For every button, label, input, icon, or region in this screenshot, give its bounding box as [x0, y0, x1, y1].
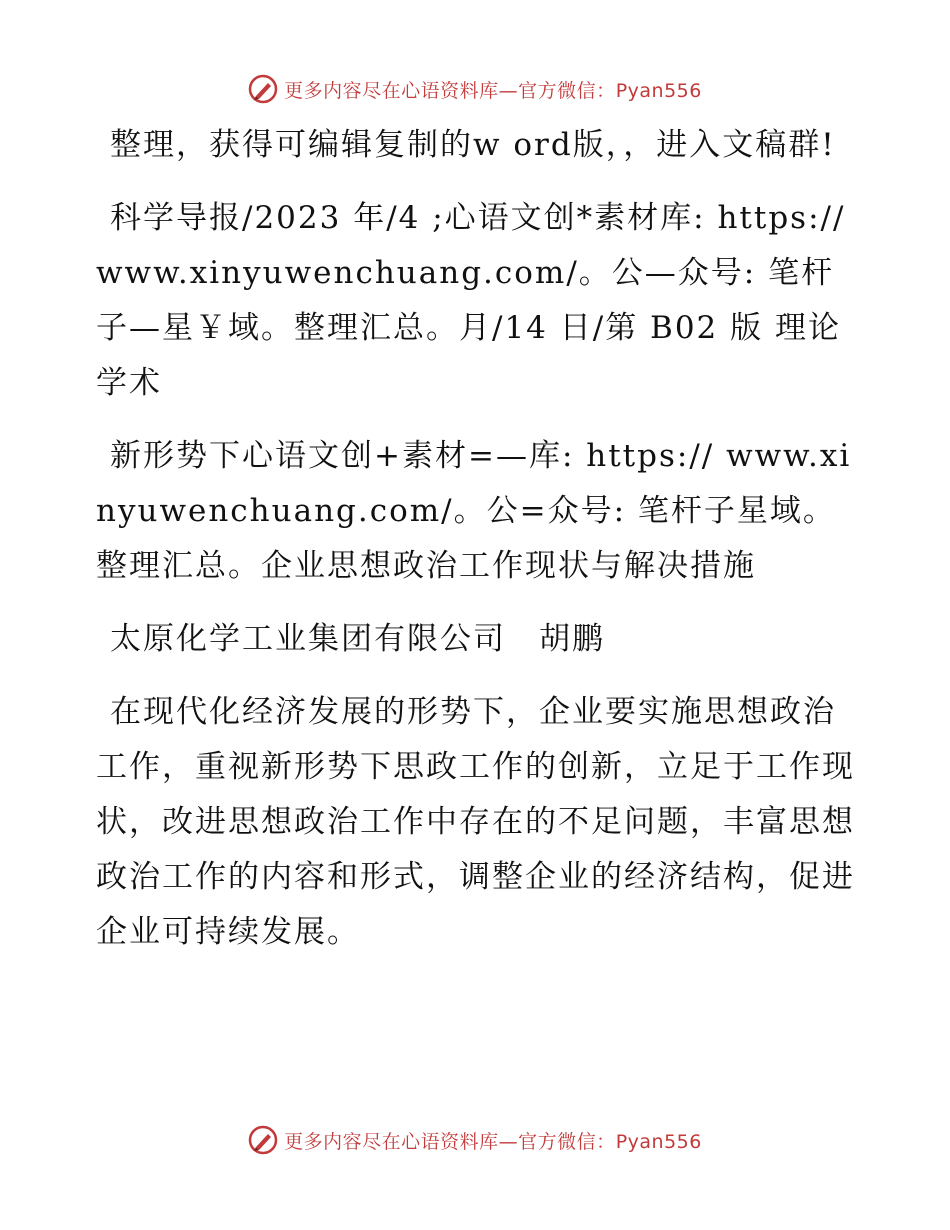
- watermark-dash: —: [498, 79, 519, 102]
- watermark-wechat-label: 官方微信：: [518, 79, 616, 102]
- header-watermark: [0, 72, 950, 106]
- footer-watermark: [0, 1123, 950, 1157]
- watermark-wechat-id: Pyan556: [615, 1130, 702, 1153]
- paragraph-source: 科学导报/2023 年/4 ;心语文创*素材库: https://www.xinyuwenchuang.com/。公—众号: 笔杆子—星￥域。整理汇总。月/14 日/第 B02 版 理论学术: [96, 200, 846, 401]
- paragraph-title: 新形势下心语文创+素材=—库: https:// www.xinyuwenchuang.com/。公=众号: 笔杆子星域。整理汇总。企业思想政治工作现状与解决措施: [96, 438, 852, 584]
- watermark-wechat-id: Pyan556: [615, 79, 702, 102]
- paragraph-author: 太原化学工业集团有限公司 胡鹏: [110, 621, 605, 657]
- watermark-text: [284, 76, 702, 103]
- paragraph-body: 在现代化经济发展的形势下，企业要实施思想政治工作，重视新形势下思政工作的创新，立足于工作现状，改进思想政治工作中存在的不足问题，丰富思想政治工作的内容和形式，调整企业的经济结构，促进企业可持续发展。: [96, 694, 855, 950]
- pen-logo-icon: [248, 1125, 278, 1155]
- watermark-dash: —: [498, 1130, 519, 1153]
- pen-logo-icon: [248, 74, 278, 104]
- paragraph-intro: 整理，获得可编辑复制的w ord版，，进入文稿群!: [110, 127, 836, 163]
- watermark-main: 更多内容尽在心语资料库: [284, 79, 499, 102]
- watermark-main: 更多内容尽在心语资料库: [284, 1130, 499, 1153]
- watermark-wechat-label: 官方微信：: [518, 1130, 616, 1153]
- document-body: [96, 118, 856, 978]
- watermark-text: [284, 1127, 702, 1154]
